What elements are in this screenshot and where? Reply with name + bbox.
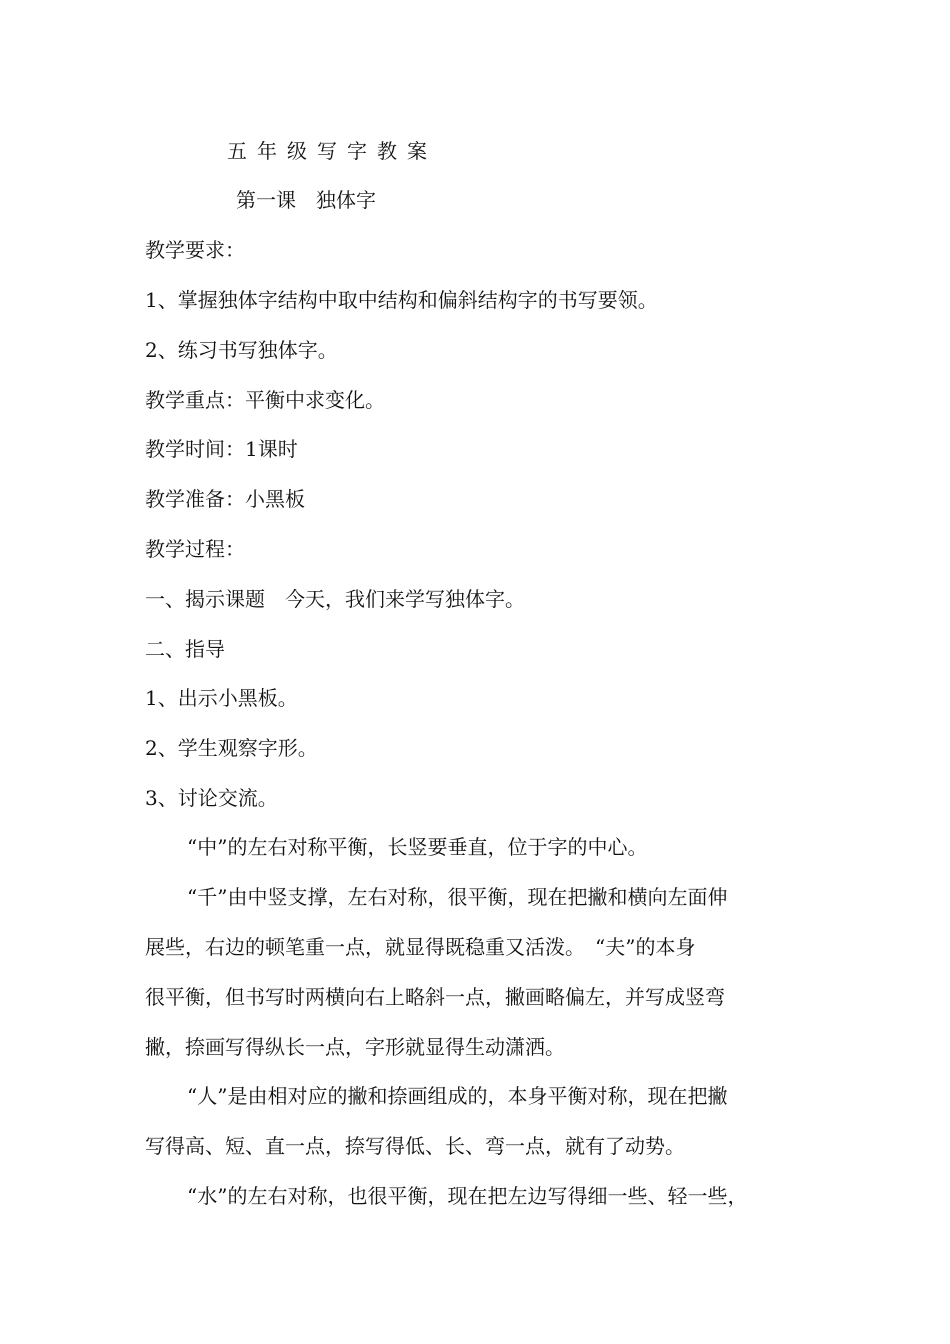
key-point-line: 教学重点：平衡中求变化。: [145, 388, 385, 412]
document-title: 五年级写字教案: [227, 139, 437, 163]
process-step: 二、指导: [145, 637, 225, 661]
paragraph-line: “人”是由相对应的撇和捺画组成的，本身平衡对称，现在把撇: [187, 1084, 728, 1108]
paragraph-line: 写得高、短、直一点，捺写得低、长、弯一点，就有了动势。: [145, 1134, 685, 1158]
requirement-item: 1、掌握独体字结构中取中结构和偏斜结构字的书写要领。: [145, 288, 658, 312]
guidance-item: 1、出示小黑板。: [145, 686, 298, 710]
paragraph-line: “千”由中竖支撑，左右对称，很平衡，现在把撇和横向左面伸: [187, 885, 728, 909]
guidance-item: 3、讨论交流。: [145, 786, 278, 810]
paragraph-line: 展些，右边的顿笔重一点，就显得既稳重又活泼。 “夫”的本身: [145, 935, 696, 959]
process-step: 一、揭示课题 今天，我们来学写独体字。: [145, 587, 525, 611]
lesson-subtitle: 第一课 独体字: [236, 188, 376, 212]
process-heading: 教学过程：: [145, 537, 245, 561]
paragraph-line: 撇，捺画写得纵长一点，字形就显得生动潇洒。: [145, 1035, 565, 1059]
paragraph-line: “水”的左右对称，也很平衡，现在把左边写得细一些、轻一些，: [187, 1184, 748, 1208]
requirements-heading: 教学要求：: [145, 238, 245, 262]
preparation-line: 教学准备：小黑板: [145, 487, 305, 511]
paragraph-line: “中”的左右对称平衡，长竖要垂直，位于字的中心。: [187, 835, 648, 859]
time-line: 教学时间：1课时: [145, 437, 298, 461]
guidance-item: 2、学生观察字形。: [145, 736, 318, 760]
paragraph-line: 很平衡，但书写时两横向右上略斜一点，撇画略偏左，并写成竖弯: [145, 985, 725, 1009]
requirement-item: 2、练习书写独体字。: [145, 338, 338, 362]
